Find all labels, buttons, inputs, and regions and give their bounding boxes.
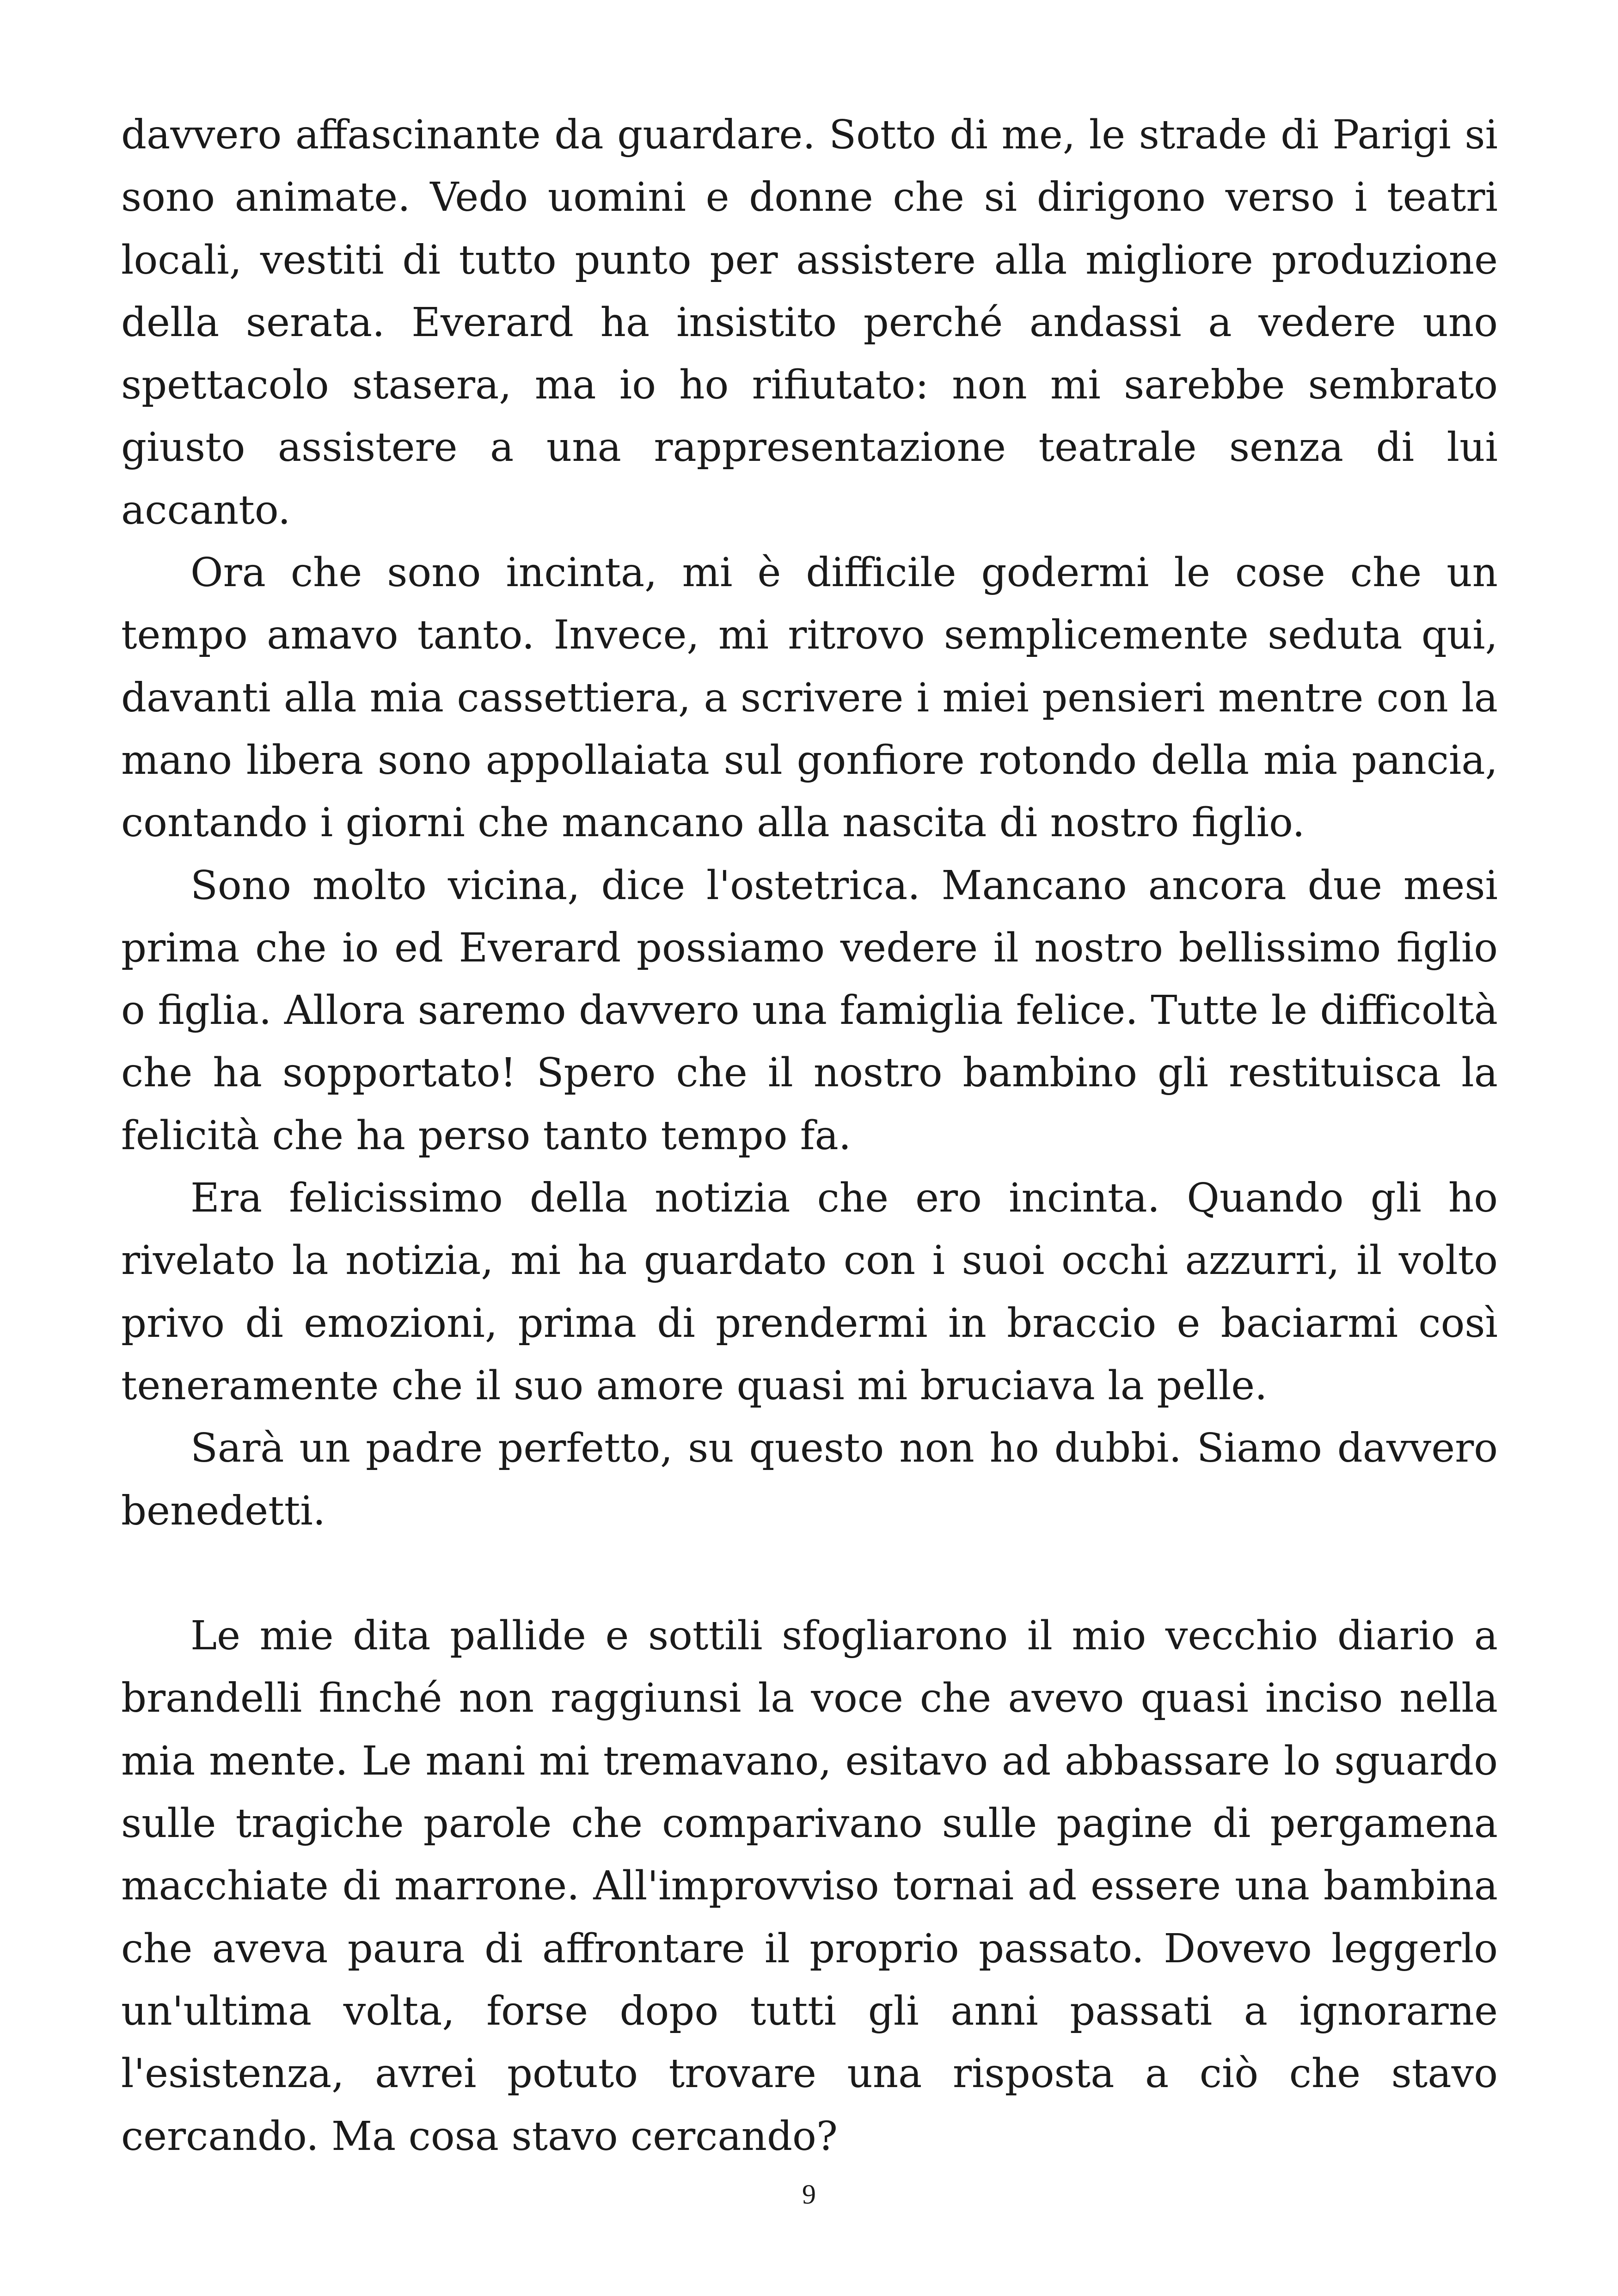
body-text (121, 104, 1498, 2168)
paragraph: Sarà un padre perfetto, su questo non ho dubbi. Siamo davvero benedetti. (121, 1425, 1498, 1534)
page-number: 9 (802, 2179, 816, 2210)
paragraph: Sono molto vicina, dice l'ostetrica. Mancano ancora due mesi prima che io ed Everard possiamo vedere il nostro bellissimo figlio o figlia. Allora saremo davvero una famiglia felice. Tutte le difficoltà che ha sopportato! Spero che il nostro bambino gli restituisca la felicità che ha perso tanto tempo fa. (121, 862, 1498, 1159)
section-break (121, 1543, 1498, 1605)
paragraph: Ora che sono incinta, mi è difficile godermi le cose che un tempo amavo tanto. Invece, mi ritrovo semplicemente seduta qui, davanti alla mia cassettiera, a scrivere i miei pensieri mentre con la mano libera sono appollaiata sul gonfiore rotondo della mia pancia, contando i giorni che mancano alla nascita di nostro figlio. (121, 550, 1498, 846)
paragraph: davvero affascinante da guardare. Sotto di me, le strade di Parigi si sono animate. Vedo uomini e donne che si dirigono verso i teatri locali, vestiti di tutto punto per assistere alla migliore produzione della serata. Everard ha insistito perché andassi a vedere uno spettacolo stasera, ma io ho rifiutato: non mi sarebbe sembrato giusto assistere a una rappresentazione teatrale senza di lui accanto. (121, 112, 1498, 533)
paragraph: Era felicissimo della notizia che ero incinta. Quando gli ho rivelato la notizia, mi ha guardato con i suoi occhi azzurri, il volto privo di emozioni, prima di prendermi in braccio e baciarmi così teneramente che il suo amore quasi mi bruciava la pelle. (121, 1175, 1498, 1409)
paragraph: Le mie dita pallide e sottili sfogliarono il mio vecchio diario a brandelli finché non raggiunsi la voce che avevo quasi inciso nella mia mente. Le mani mi tremavano, esitavo ad abbassare lo sguardo sulle tragiche parole che comparivano sulle pagine di pergamena macchiate di marrone. All'improvviso tornai ad essere una bambina che aveva paura di affrontare il proprio passato. Dovevo leggerlo un'ultima volta, forse dopo tutti gli anni passati a ignorarne l'esistenza, avrei potuto trovare una risposta a ciò che stavo cercando. Ma cosa stavo cercando? (121, 1613, 1498, 2160)
